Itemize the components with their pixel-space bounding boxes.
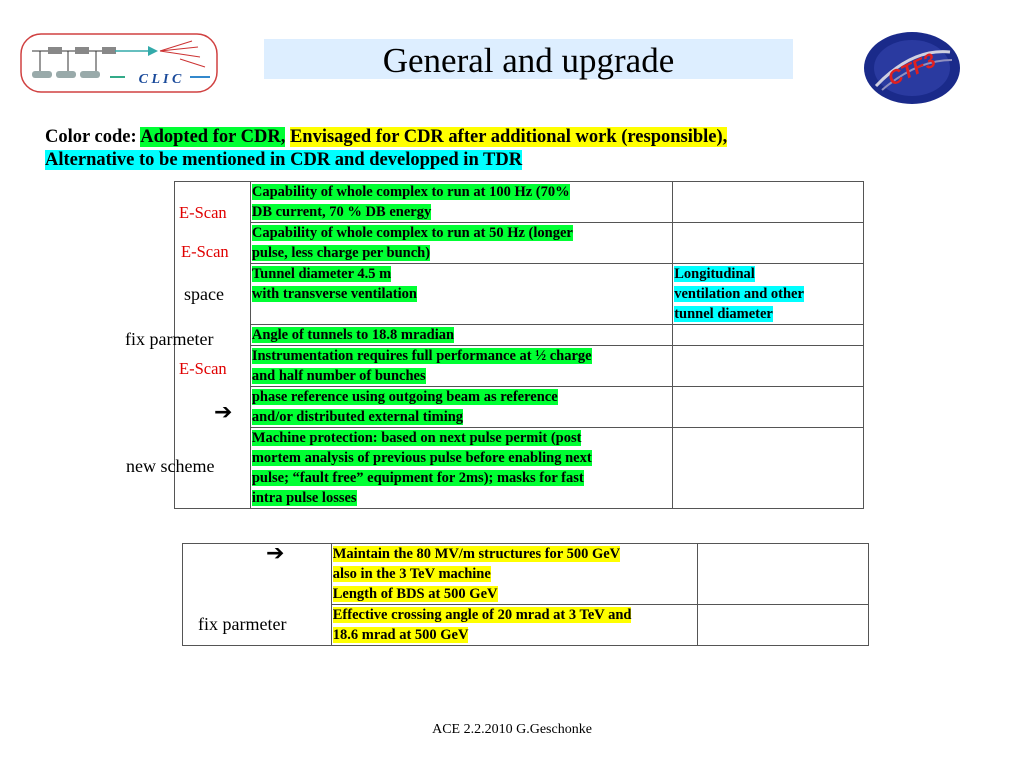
escan-label: E-Scan	[181, 242, 229, 261]
arrow-right-icon: ➔	[266, 541, 285, 566]
footer-text: ACE 2.2.2010 G.Geschonke	[432, 722, 592, 737]
table-row	[175, 428, 864, 509]
table-cell: Effective crossing angle of 20 mrad at 3 TeV and 18.6 mrad at 500 GeV	[331, 605, 698, 646]
table-cell: Capability of whole complex to run at 100 Hz (70% DB current, 70 % DB energy	[250, 182, 672, 223]
slide-title: General and upgrade	[382, 41, 675, 80]
table-note-cell	[673, 346, 864, 387]
table-cell: phase reference using outgoing beam as reference and/or distributed external timing	[250, 387, 672, 428]
legend-envisaged: Envisaged for CDR after additional work (responsible),	[289, 127, 728, 147]
table-cell: Instrumentation requires full performance at ½ charge and half number of bunches	[250, 346, 672, 387]
arrow-right-icon: ➔	[214, 400, 233, 425]
table-note-cell	[673, 387, 864, 428]
table-row	[175, 223, 864, 264]
table-row	[175, 264, 864, 325]
ctf3-logo	[862, 30, 964, 106]
ctf3-logo-text: CTF3	[884, 49, 940, 91]
table-cell: Angle of tunnels to 18.8 mradian	[250, 325, 672, 346]
color-code-legend	[45, 126, 985, 172]
fix-parameter-label: fix parmeter	[125, 329, 214, 349]
table-note-cell: Longitudinal ventilation and other tunnel diameter	[673, 264, 864, 325]
space-label: space	[184, 284, 224, 304]
table-row	[183, 544, 869, 605]
table-row	[175, 182, 864, 223]
table-row	[175, 387, 864, 428]
table-cell: Maintain the 80 MV/m structures for 500 GeV also in the 3 TeV machine Length of BDS at 500 GeV	[331, 544, 698, 605]
table-cell: Tunnel diameter 4.5 m with transverse ventilation	[250, 264, 672, 325]
legend-alternative: Alternative to be mentioned in CDR and developped in TDR	[45, 150, 523, 170]
escan-label: E-Scan	[179, 359, 227, 378]
escan-label: E-Scan	[179, 203, 227, 222]
table-row	[175, 346, 864, 387]
table-cell: Machine protection: based on next pulse permit (post mortem analysis of previous pulse before enabling next pulse; “fault free” equipment for 2ms); masks for fast intra pulse losses	[250, 428, 672, 509]
legend-adopted: Adopted for CDR,	[140, 127, 286, 147]
table-note-cell	[673, 325, 864, 346]
table-note-cell	[673, 223, 864, 264]
clic-logo	[20, 33, 220, 95]
table-note-cell	[673, 428, 864, 509]
requirements-table	[174, 181, 864, 509]
table-note-cell	[698, 605, 869, 646]
table-note-cell	[698, 544, 869, 605]
new-scheme-label: new scheme	[126, 456, 215, 476]
clic-logo-text: C L I C	[138, 72, 182, 87]
color-code-label: Color code:	[45, 127, 137, 147]
table-note-cell	[673, 182, 864, 223]
fix-parameter-label: fix parmeter	[198, 614, 287, 634]
table-row	[175, 325, 864, 346]
table-cell: Capability of whole complex to run at 50 Hz (longer pulse, less charge per bunch)	[250, 223, 672, 264]
